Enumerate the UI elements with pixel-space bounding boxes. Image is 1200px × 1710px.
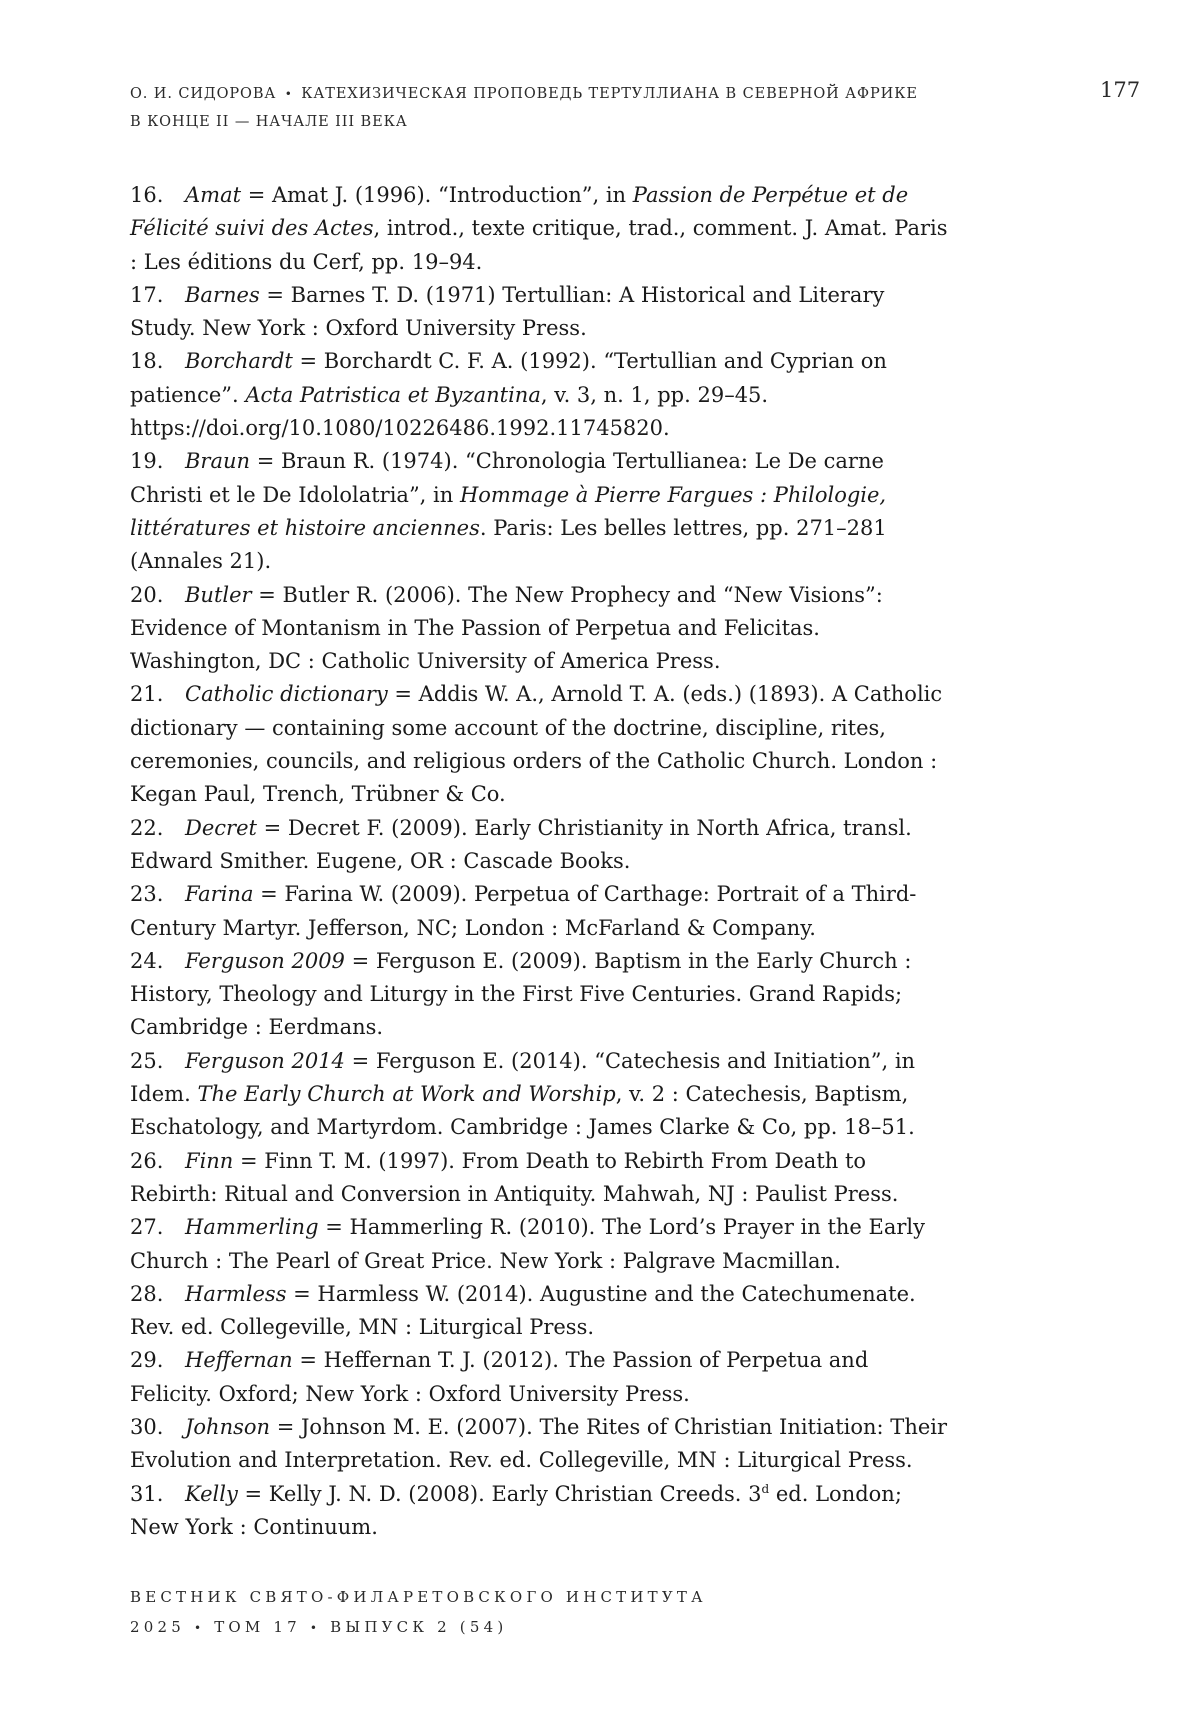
reference-text: = Barnes T. D. (1971) Tertullian: A Historical and Literary Study. New York : Oxford University Press.: [130, 283, 884, 340]
reference-number: 20.: [130, 579, 185, 612]
reference-abbreviation: Ferguson 2014: [185, 1049, 345, 1073]
reference-text: = Addis W. A., Arnold T. A. (eds.) (1893). A Catholic dictionary — containing some account of the doctrine, discipline, rites, ceremonies, councils, and religious orders of the Catholic Church. London : Kegan Paul, Trench, Trübner & Co.: [130, 682, 942, 806]
reference-number: 22.: [130, 812, 185, 845]
reference-italic-text: Acta Patristica et Byzantina: [245, 383, 541, 407]
reference-text: https://doi.org/10.1080/10226486.1992.11745820.: [130, 416, 670, 440]
reference-entry: [130, 279, 950, 346]
reference-entry: [130, 445, 950, 578]
reference-number: 16.: [130, 179, 185, 212]
reference-entry: [130, 945, 950, 1045]
reference-entry: [130, 812, 950, 879]
page-number: 177: [1100, 78, 1140, 102]
reference-number: 31.: [130, 1478, 185, 1511]
reference-number: 24.: [130, 945, 185, 978]
issue-volume: ТОМ 17: [214, 1618, 301, 1636]
running-head: [130, 80, 950, 136]
article-title-part-2: В КОНЦЕ II — НАЧАЛЕ III ВЕКА: [130, 114, 408, 130]
reference-italic-text: The Early Church at Work and Worship: [197, 1082, 615, 1106]
reference-abbreviation: Catholic dictionary: [185, 682, 388, 706]
reference-text: = Kelly J. N. D. (2008). Early Christian Creeds. 3: [238, 1482, 762, 1506]
reference-text: = Finn T. M. (1997). From Death to Rebirth From Death to Rebirth: Ritual and Conversion in Antiquity. Mahwah, NJ : Paulist Press.: [130, 1149, 898, 1206]
reference-number: 27.: [130, 1211, 185, 1244]
reference-number: 30.: [130, 1411, 185, 1444]
reference-text: = Hammerling R. (2010). The Lord’s Prayer in the Early Church : The Pearl of Great Price. New York : Palgrave Macmillan.: [130, 1215, 925, 1272]
reference-entry: [130, 179, 950, 279]
reference-abbreviation: Amat: [185, 183, 241, 207]
reference-number: 25.: [130, 1045, 185, 1078]
reference-text: = Decret F. (2009). Early Christianity in North Africa, transl. Edward Smither. Eugene, OR : Cascade Books.: [130, 816, 912, 873]
reference-text: = Ferguson E. (2009). Baptism in the Early Church : History, Theology and Liturgy in the First Five Centuries. Grand Rapids; Cambridge : Eerdmans.: [130, 949, 911, 1040]
reference-entry: [130, 1478, 950, 1545]
reference-abbreviation: Heffernan: [185, 1348, 293, 1372]
journal-name: ВЕСТНИК СВЯТО-ФИЛАРЕТОВСКОГО ИНСТИТУТА: [130, 1582, 830, 1612]
issue-number: ВЫПУСК 2 (54): [330, 1618, 507, 1636]
reference-text: = Braun R. (1974). “Chronologia Tertullianea: Le De carne Christi et le De Idololatria”, in: [130, 449, 884, 506]
reference-abbreviation: Kelly: [185, 1482, 238, 1506]
running-head-line-2: [130, 108, 950, 136]
reference-number: 26.: [130, 1145, 185, 1178]
journal-footer: [130, 1582, 830, 1643]
reference-italic-text: Passion de Perpétue et de Félicité suivi des Actes: [130, 183, 908, 240]
reference-abbreviation: Finn: [185, 1149, 233, 1173]
reference-number: 23.: [130, 878, 185, 911]
reference-abbreviation: Johnson: [185, 1415, 270, 1439]
issue-year: 2025: [130, 1618, 185, 1636]
reference-italic-text: Hommage à Pierre Fargues : Philologie, littératures et histoire anciennes: [130, 483, 886, 540]
reference-text: , v. 3, n. 1, pp. 29–45.: [541, 383, 768, 407]
reference-text: . Paris: Les belles lettres, pp. 271–281 (Annales 21).: [130, 516, 887, 573]
reference-text: = Johnson M. E. (2007). The Rites of Christian Initiation: Their Evolution and Interpretation. Rev. ed. Collegeville, MN : Liturgical Press.: [130, 1415, 947, 1472]
reference-entry: [130, 1344, 950, 1411]
reference-number: 21.: [130, 678, 185, 711]
reference-abbreviation: Borchardt: [185, 349, 293, 373]
reference-entry: [130, 678, 950, 811]
reference-entry: [130, 878, 950, 945]
reference-text: = Farina W. (2009). Perpetua of Carthage: Portrait of a Third-Century Martyr. Jefferson, NC; London : McFarland & Company.: [130, 882, 916, 939]
reference-superscript: d: [762, 1482, 770, 1496]
reference-entry: [130, 1045, 950, 1145]
reference-number: 19.: [130, 445, 185, 478]
reference-text: , v. 2 : Catechesis, Baptism, Eschatology, and Martyrdom. Cambridge : James Clarke & Co, pp. 18–51.: [130, 1082, 915, 1139]
reference-text: , introd., texte critique, trad., comment. J. Amat. Paris : Les éditions du Cerf, pp. 19–94.: [130, 216, 948, 273]
reference-text: = Borchardt C. F. A. (1992). “Tertullian and Cyprian on patience”.: [130, 349, 887, 406]
reference-abbreviation: Decret: [185, 816, 257, 840]
reference-abbreviation: Farina: [185, 882, 253, 906]
running-head-line-1: [130, 80, 950, 108]
reference-abbreviation: Harmless: [185, 1282, 286, 1306]
reference-number: 29.: [130, 1344, 185, 1377]
reference-abbreviation: Barnes: [185, 283, 260, 307]
reference-number: 18.: [130, 345, 185, 378]
reference-entry: [130, 1211, 950, 1278]
article-title-part-1: КАТЕХИЗИЧЕСКАЯ ПРОПОВЕДЬ ТЕРТУЛЛИАНА В СЕВЕРНОЙ АФРИКЕ: [301, 86, 918, 102]
reference-abbreviation: Hammerling: [185, 1215, 319, 1239]
reference-entry: [130, 345, 950, 445]
reference-text: = Butler R. (2006). The New Prophecy and “New Visions”: Evidence of Montanism in The Passion of Perpetua and Felicitas. Washington, DC : Catholic University of America Press.: [130, 583, 883, 674]
reference-text: = Heffernan T. J. (2012). The Passion of Perpetua and Felicity. Oxford; New York : Oxford University Press.: [130, 1348, 868, 1405]
reference-text: = Amat J. (1996). “Introduction”, in: [241, 183, 633, 207]
reference-entry: [130, 1278, 950, 1345]
reference-list: [130, 179, 950, 1544]
reference-text: = Harmless W. (2014). Augustine and the Catechumenate. Rev. ed. Collegeville, MN : Liturgical Press.: [130, 1282, 916, 1339]
reference-abbreviation: Braun: [185, 449, 250, 473]
reference-entry: [130, 579, 950, 679]
reference-text: = Ferguson E. (2014). “Catechesis and Initiation”, in Idem.: [130, 1049, 915, 1106]
reference-number: 17.: [130, 279, 185, 312]
bullet-separator: •: [282, 87, 296, 101]
author-name: О. И. СИДОРОВА: [130, 86, 276, 102]
reference-entry: [130, 1411, 950, 1478]
reference-abbreviation: Ferguson 2009: [185, 949, 345, 973]
reference-text: ed. London; New York : Continuum.: [130, 1482, 902, 1539]
reference-entry: [130, 1145, 950, 1212]
reference-abbreviation: Butler: [185, 583, 252, 607]
reference-number: 28.: [130, 1278, 185, 1311]
bullet-separator: •: [310, 1621, 321, 1635]
bullet-separator: •: [194, 1621, 205, 1635]
issue-info: [130, 1612, 830, 1643]
